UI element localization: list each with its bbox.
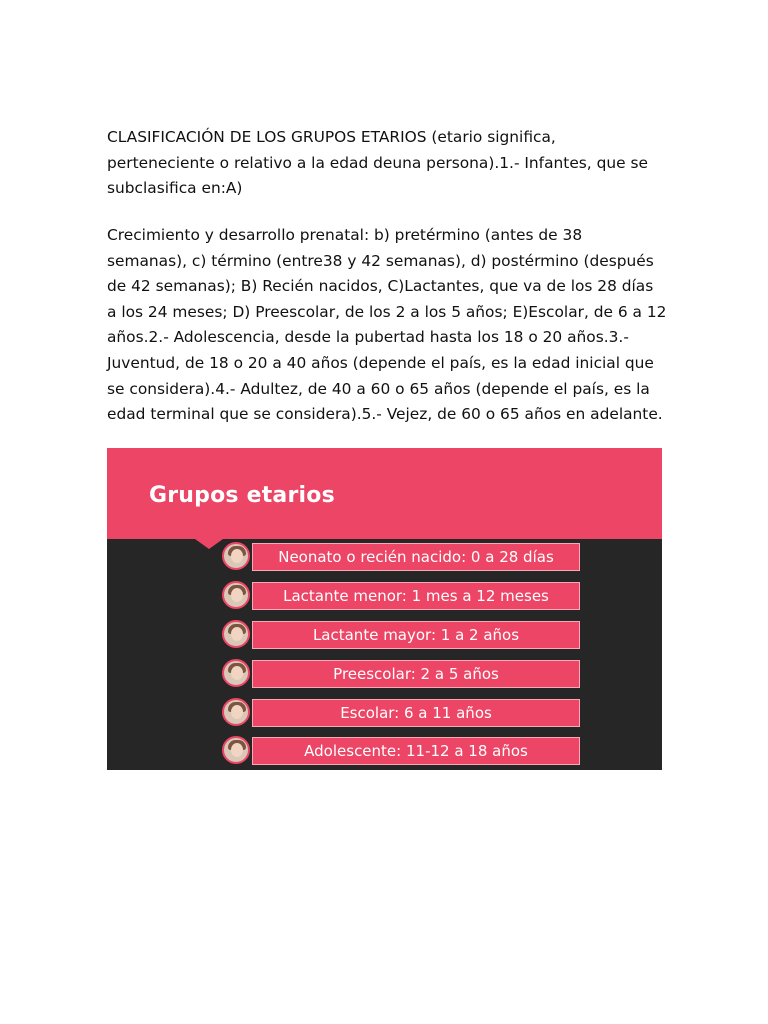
age-groups-figure	[107, 448, 662, 770]
age-group-row	[222, 736, 582, 766]
preschooler-photo-icon	[222, 659, 250, 687]
figure-title: Grupos etarios	[149, 483, 335, 508]
age-group-row	[222, 659, 582, 689]
age-group-row	[222, 698, 582, 728]
infant-photo-icon	[222, 581, 250, 609]
age-group-label: Lactante mayor: 1 a 2 años	[252, 621, 580, 649]
toddler-photo-icon	[222, 620, 250, 648]
age-group-row	[222, 620, 582, 650]
age-group-label: Escolar: 6 a 11 años	[252, 699, 580, 727]
age-group-label: Lactante menor: 1 mes a 12 meses	[252, 582, 580, 610]
age-group-row	[222, 542, 582, 572]
intro-paragraph: CLASIFICACIÓN DE LOS GRUPOS ETARIOS (etario significa, perteneciente o relativo a la edad deuna persona).1.- Infantes, que se subclasifica en:A)	[107, 128, 648, 198]
age-group-label: Preescolar: 2 a 5 años	[252, 660, 580, 688]
banner-notch	[195, 539, 223, 549]
age-group-label: Adolescente: 11-12 a 18 años	[252, 737, 580, 765]
schoolchild-photo-icon	[222, 698, 250, 726]
newborn-photo-icon	[222, 542, 250, 570]
adolescents-photo-icon	[222, 736, 250, 764]
classification-paragraph: Crecimiento y desarrollo prenatal: b) pretérmino (antes de 38 semanas), c) término (entre38 y 42 semanas), d) postérmino (después de 42 semanas); B) Recién nacidos, C)Lactantes, que va de los 28 días a los 24 meses; D) Preescolar, de los 2 a los 5 años; E)Escolar, de 6 a 12 años.2.- Adolescencia, desde la pubertad hasta los 18 o 20 años.3.- Juventud, de 18 o 20 a 40 años (depende el país, es la edad inicial que se considera).4.- Adultez, de 40 a 60 o 65 años (depende el país, es la edad terminal que se considera).5.- Vejez, de 60 o 65 años en adelante.	[107, 226, 667, 424]
age-group-row	[222, 581, 582, 611]
age-group-label: Neonato o recién nacido: 0 a 28 días	[252, 543, 580, 571]
